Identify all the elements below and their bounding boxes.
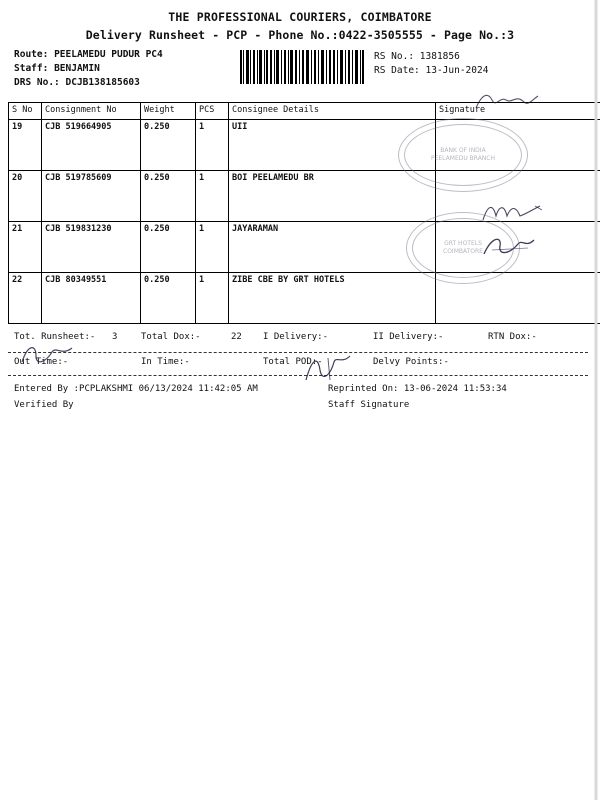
staff-signature-label: Staff Signature: [328, 400, 410, 410]
totals-row-1: [8, 332, 588, 347]
drs-line: [14, 76, 163, 90]
drs-value: DCJB138185603: [65, 77, 140, 88]
cell-consignee: JAYARAMAN: [229, 222, 436, 273]
stamp-grt-hotels: [406, 212, 520, 284]
rtn-dox-label: RTN Dox:-: [488, 332, 537, 342]
col-header-consignment-no: Consignment No: [42, 103, 141, 120]
table-header-row: [9, 103, 600, 120]
cell-consignee: ZIBE CBE BY GRT HOTELS: [229, 273, 436, 324]
cell-weight: 0.250: [141, 171, 196, 222]
col-header-pcs: PCS: [196, 103, 229, 120]
total-dox-label: Total Dox:-: [141, 332, 201, 342]
rs-no-label: RS No.:: [374, 51, 415, 62]
rs-no-value: 1381856: [419, 51, 460, 62]
stamp-hotel-line1: GRT HOTELS: [444, 240, 482, 247]
cell-pcs: 1: [196, 273, 229, 324]
in-time-label: In Time:-: [141, 357, 190, 367]
reprinted-on-text: Reprinted On: 13-06-2024 11:53:34: [328, 384, 507, 394]
entered-by-text: Entered By :PCPLAKSHMI 06/13/2024 11:42:05 AM: [14, 384, 258, 394]
total-dox-value: 22: [231, 332, 242, 342]
header-left-block: [14, 48, 163, 90]
staff-label: Staff:: [14, 63, 49, 74]
cell-sno: 21: [9, 222, 42, 273]
total-pod-label: Total POD:-: [263, 357, 323, 367]
route-label: Route:: [14, 49, 49, 60]
rs-date-label: RS Date:: [374, 65, 420, 76]
cell-consignee: UII: [229, 120, 436, 171]
rs-no-line: [374, 50, 488, 64]
header-right-block: [374, 50, 488, 78]
col-header-signature: Signature: [436, 103, 600, 120]
out-time-label: Out Time:-: [14, 357, 69, 367]
cell-consignment-no: CJB 519785609: [42, 171, 141, 222]
cell-pcs: 1: [196, 171, 229, 222]
col-header-consignee-details: Consignee Details: [229, 103, 436, 120]
route-line: [14, 48, 163, 62]
cell-consignment-no: CJB 80349551: [42, 273, 141, 324]
cell-sno: 19: [9, 120, 42, 171]
cell-consignment-no: CJB 519664905: [42, 120, 141, 171]
totals-row-2: [8, 357, 588, 372]
staff-value: BENJAMIN: [54, 63, 100, 74]
i-delivery-label: I Delivery:-: [263, 332, 329, 342]
stamp-bank-line2: PEELAMEDU BRANCH: [430, 155, 495, 162]
staff-line: [14, 62, 163, 76]
stamp-bank-of-india: [398, 118, 528, 192]
document-subtitle: Delivery Runsheet - PCP - Phone No.:0422-3505555 - Page No.:3: [85, 28, 515, 42]
document-header: [8, 48, 592, 100]
table-row: [9, 273, 600, 324]
cell-sno: 20: [9, 171, 42, 222]
cell-consignment-no: CJB 519831230: [42, 222, 141, 273]
barcode-icon: [240, 50, 365, 84]
cell-weight: 0.250: [141, 222, 196, 273]
ii-delivery-label: II Delivery:-: [373, 332, 444, 342]
cell-pcs: 1: [196, 120, 229, 171]
delvy-points-label: Delvy Points:-: [373, 357, 449, 367]
cell-sno: 22: [9, 273, 42, 324]
drs-label: DRS No.:: [14, 77, 60, 88]
route-value: PEELAMEDU PUDUR PC4: [54, 49, 163, 60]
col-header-sno: S No: [9, 103, 42, 120]
col-header-weight: Weight: [141, 103, 196, 120]
rs-date-line: [374, 64, 488, 78]
footer-section: [8, 384, 588, 430]
company-title: THE PROFESSIONAL COURIERS, COIMBATORE: [168, 10, 432, 24]
stamp-bank-line1: BANK OF INDIA: [440, 147, 486, 154]
cell-weight: 0.250: [141, 120, 196, 171]
totals-section: [8, 332, 588, 378]
tot-runsheet-label: Tot. Runsheet:-: [14, 332, 96, 342]
rs-date-value: 13-Jun-2024: [425, 65, 489, 76]
verified-by-label: Verified By: [14, 400, 74, 410]
stamp-hotel-line2: COIMBATORE: [443, 248, 483, 255]
cell-pcs: 1: [196, 222, 229, 273]
cell-weight: 0.250: [141, 273, 196, 324]
runsheet-document: [8, 6, 592, 430]
cell-consignee: BOI PEELAMEDU BR: [229, 171, 436, 222]
tot-runsheet-value: 3: [112, 332, 118, 342]
